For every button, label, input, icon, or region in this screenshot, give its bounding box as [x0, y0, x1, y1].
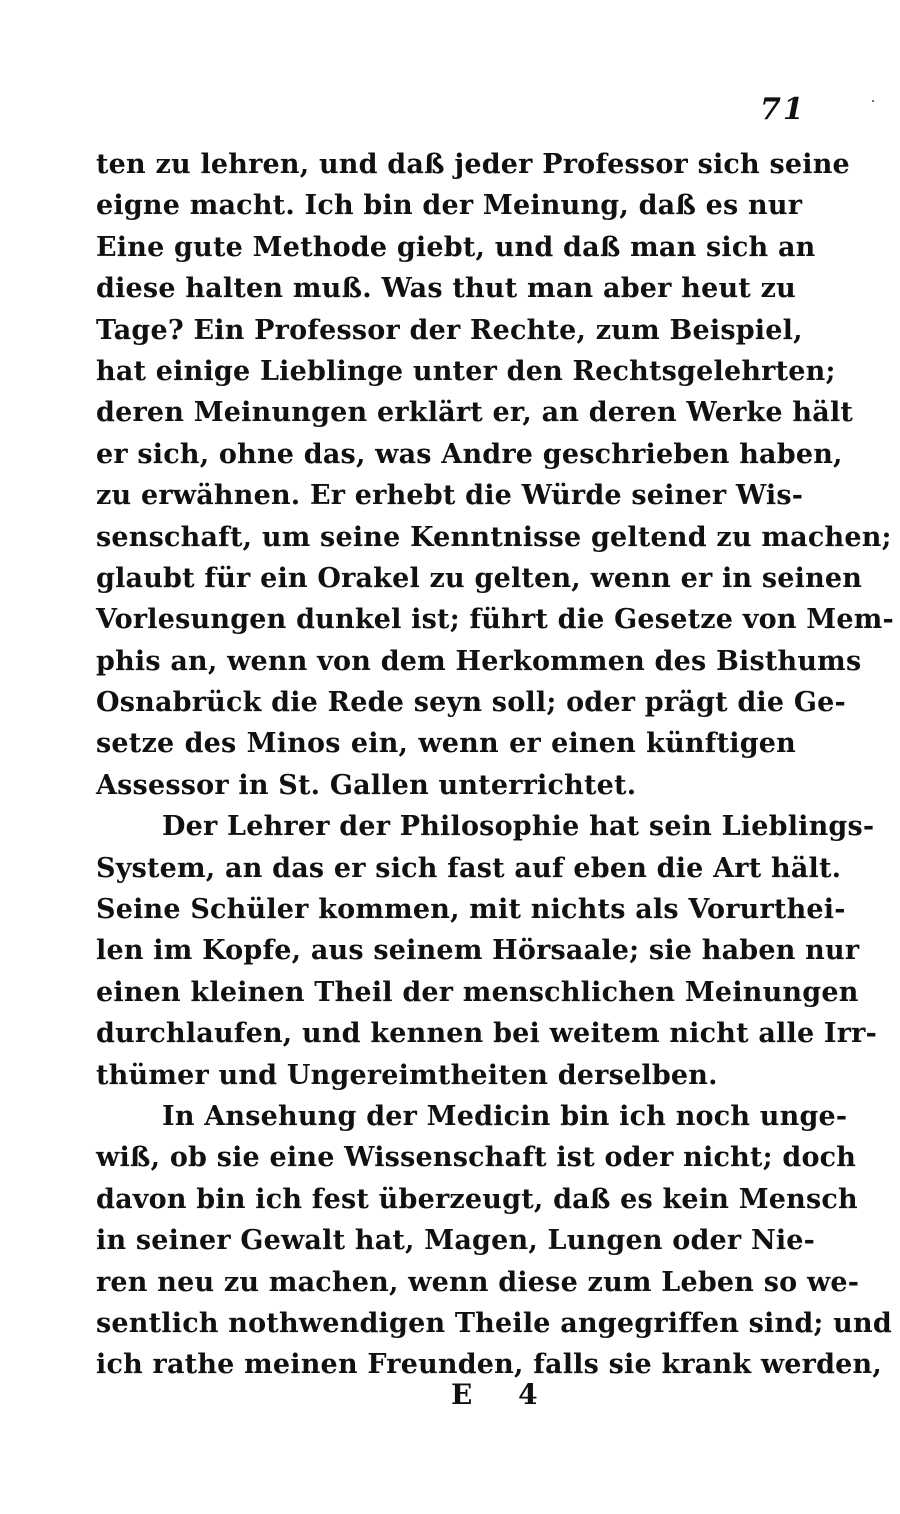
text-line: setze des Minos ein, wenn er einen künftigen [96, 728, 796, 760]
text-line: Der Lehrer der Philosophie hat sein Lieblings- [162, 811, 875, 843]
text-line: Eine gute Methode giebt, und daß man sich an [96, 231, 816, 263]
text-line: wiß, ob sie eine Wissenschaft ist oder nicht; doch [96, 1142, 857, 1174]
text-line: thümer und Ungereimtheiten derselben. [96, 1059, 718, 1091]
signature-mark: E 4 [451, 1378, 556, 1411]
text-line: in seiner Gewalt hat, Magen, Lungen oder Nie- [96, 1225, 816, 1257]
text-line: ich rathe meinen Freunden, falls sie krank werden, [96, 1349, 882, 1381]
text-line: ten zu lehren, und daß jeder Professor sich seine [96, 149, 850, 180]
paper-speck [872, 100, 874, 102]
text-line: Assessor in St. Gallen unterrichtet. [96, 769, 637, 801]
body-text [96, 144, 894, 1386]
text-line: len im Kopfe, aus seinem Hörsaale; sie haben nur [96, 935, 860, 967]
page-number: 71 [760, 92, 806, 127]
text-line: System, an das er sich fast auf eben die Art hält. [96, 852, 842, 884]
text-line: eigne macht. Ich bin der Meinung, daß es nur [96, 190, 803, 222]
text-line: Tage? Ein Professor der Rechte, zum Beispiel, [96, 314, 803, 346]
text-line: ren neu zu machen, wenn diese zum Leben so we- [96, 1266, 860, 1298]
text-line: sentlich nothwendigen Theile angegriffen sind; und [96, 1307, 892, 1339]
text-line: deren Meinungen erklärt er, an deren Werke hält [96, 397, 854, 429]
text-line: glaubt für ein Orakel zu gelten, wenn er in seinen [96, 562, 863, 594]
text-line: durchlaufen, und kennen bei weitem nicht alle Irr- [96, 1018, 878, 1050]
text-line: Osnabrück die Rede seyn soll; oder prägt die Ge- [96, 687, 846, 719]
text-line: In Ansehung der Medicin bin ich noch unge- [162, 1100, 848, 1132]
text-line: Vorlesungen dunkel ist; führt die Gesetze von Mem- [96, 604, 894, 636]
text-line: er sich, ohne das, was Andre geschrieben haben, [96, 438, 843, 470]
text-line: zu erwähnen. Er erhebt die Würde seiner Wis- [96, 480, 804, 512]
text-line: senschaft, um seine Kenntnisse geltend zu machen; [96, 521, 892, 553]
text-line: einen kleinen Theil der menschlichen Meinungen [96, 976, 859, 1008]
text-line: diese halten muß. Was thut man aber heut zu [96, 273, 796, 305]
text-line: phis an, wenn von dem Herkommen des Bisthums [96, 645, 862, 677]
text-line: davon bin ich fest überzeugt, daß es kein Mensch [96, 1183, 858, 1215]
text-line: Seine Schüler kommen, mit nichts als Vorurthei- [96, 894, 846, 926]
text-line: hat einige Lieblinge unter den Rechtsgelehrten; [96, 355, 836, 387]
